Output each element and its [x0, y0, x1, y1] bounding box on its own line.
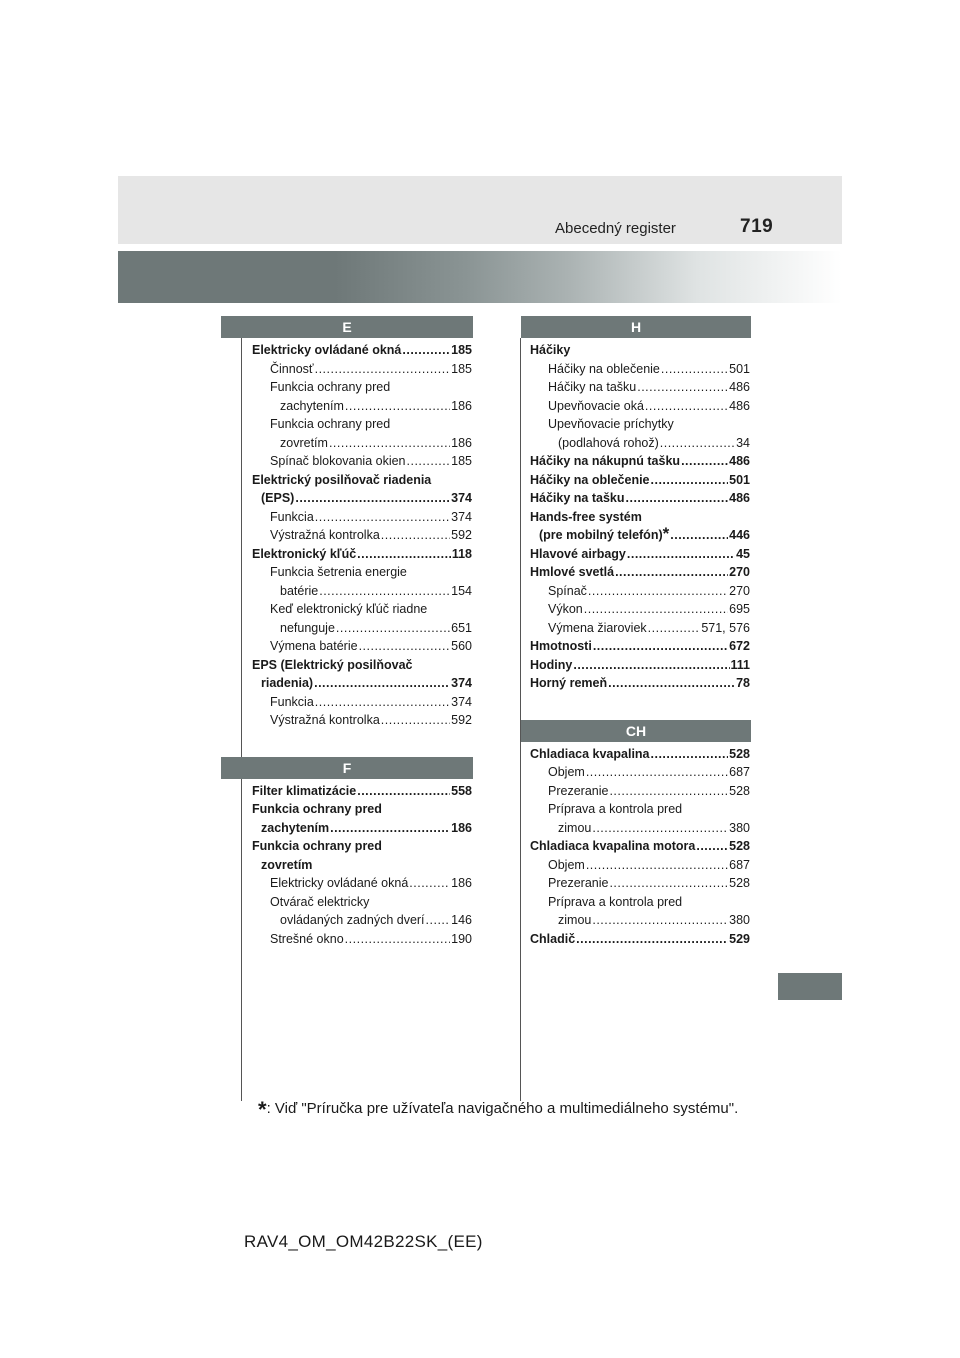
index-entry-text: (pre mobilný telefón) — [539, 528, 663, 542]
section-gap — [252, 730, 472, 757]
index-entry — [252, 837, 472, 856]
index-entry-page: 118 — [451, 546, 472, 561]
index-entry-text: (podlahová rohož) — [558, 435, 659, 450]
index-entry-page: 558 — [451, 783, 472, 798]
index-entry-page: 185 — [451, 454, 472, 468]
index-entry-text: zovretím — [280, 435, 328, 450]
index-entry-text: (EPS) — [261, 491, 295, 505]
leader-dots — [576, 930, 728, 949]
index-entry-text: ovládaných zadných dverí — [280, 913, 425, 927]
index-entry — [252, 674, 472, 693]
index-entry-text: Spínač — [548, 583, 587, 598]
index-entry-text: Otvárač elektricky — [270, 894, 370, 909]
index-entry — [530, 930, 750, 949]
leader-dots — [626, 489, 729, 508]
leader-dots — [608, 674, 735, 693]
index-entry-text: Výmena batérie — [270, 639, 358, 653]
index-entry-text: Objem — [548, 857, 585, 872]
leader-dots — [586, 763, 728, 782]
index-entry: (pre mobilný telefón) * ..... 446 — [530, 526, 750, 545]
index-entry-text: riadenia) — [261, 676, 314, 690]
index-entry-page: 186 — [451, 435, 472, 450]
index-entry — [530, 397, 750, 416]
index-entry-text: Chladiaca kvapalina — [530, 746, 650, 761]
index-entry — [252, 563, 472, 582]
index-entry-text: zimou — [558, 913, 592, 927]
index-entry-text: Hodiny — [530, 657, 573, 672]
index-entry-text: zachytením — [280, 398, 344, 413]
leader-dots — [586, 856, 728, 875]
index-entry — [252, 819, 472, 838]
index-entry-page: 154 — [451, 583, 472, 598]
index-entry-page: 687 — [729, 765, 750, 779]
index-entry-text: Funkcia šetrenia energie — [270, 565, 407, 579]
column-divider-left — [241, 338, 242, 1101]
leader-dots — [295, 489, 450, 508]
index-entry — [530, 874, 750, 893]
index-entry — [530, 911, 750, 930]
index-entry — [530, 837, 750, 856]
index-entry-text: EPS (Elektrický posilňovač — [252, 657, 413, 672]
leader-dots — [381, 711, 450, 730]
index-entry-text: zovretím — [261, 857, 313, 872]
index-entry — [252, 360, 472, 379]
index-entry-text: Objem — [548, 765, 585, 779]
leader-dots — [609, 782, 728, 801]
footnote-marker: * — [258, 1097, 267, 1122]
leader-dots — [670, 526, 728, 545]
index-entry — [530, 508, 750, 527]
index-entry — [530, 674, 750, 693]
index-entry-page: 374 — [451, 694, 472, 709]
index-entry-text: Príprava a kontrola pred — [548, 894, 683, 909]
index-entry-text: Výstražná kontrolka — [270, 528, 380, 542]
index-entry-text: batérie — [280, 583, 319, 598]
leader-dots — [651, 745, 729, 764]
index-entry-text: Funkcia ochrany pred — [270, 380, 391, 394]
index-entry-page: 486 — [729, 398, 750, 413]
leader-dots — [330, 819, 450, 838]
index-entry — [530, 471, 750, 490]
index-entry — [530, 856, 750, 875]
index-entry — [530, 619, 750, 638]
index-entry-text: Háčiky na tašku — [530, 491, 625, 505]
index-entry-page: 374 — [451, 676, 472, 690]
index-entry — [530, 782, 750, 801]
leader-dots — [315, 360, 451, 379]
index-entry — [530, 893, 750, 912]
leader-dots — [357, 782, 450, 801]
index-entry-text: Elektronický kľúč — [252, 546, 357, 561]
index-entry — [530, 545, 750, 564]
index-entry — [252, 526, 472, 545]
index-entry-text: Háčiky na nákupnú tašku — [530, 454, 681, 468]
document-code: RAV4_OM_OM42B22SK_(EE) — [244, 1232, 483, 1251]
index-entry-text: Filter klimatizácie — [252, 783, 357, 798]
index-entry — [252, 911, 472, 930]
index-entry-text: zachytením — [261, 820, 330, 835]
index-entry-page: 374 — [451, 491, 472, 505]
leader-dots — [645, 397, 728, 416]
header-band — [118, 176, 842, 244]
section-header-f: F — [221, 757, 473, 779]
leader-dots — [315, 508, 450, 527]
index-entry-page: 270 — [729, 565, 750, 579]
index-entry — [252, 489, 472, 508]
index-entry — [252, 693, 472, 712]
index-entry-text: Upevňovacie oká — [548, 398, 644, 413]
index-entry — [252, 378, 472, 397]
index-entry-page: 528 — [729, 783, 750, 798]
index-entry-text: Háčiky — [530, 343, 571, 357]
leader-dots — [593, 637, 728, 656]
leader-dots — [592, 911, 728, 930]
index-entry-text: Háčiky na tašku — [548, 380, 637, 394]
section-gap — [530, 693, 750, 720]
leader-dots — [681, 452, 728, 471]
index-entry-page: 486 — [729, 491, 750, 505]
leader-dots — [357, 545, 451, 564]
leader-dots — [359, 637, 451, 656]
leader-dots — [315, 693, 450, 712]
index-entry — [252, 800, 472, 819]
index-entry-page: 560 — [451, 639, 472, 653]
index-entry — [530, 582, 750, 601]
index-entry-page: 34 — [736, 435, 750, 450]
index-column-left — [252, 316, 472, 948]
index-entry — [530, 489, 750, 508]
index-entry — [530, 452, 750, 471]
index-entry-text: Funkcia ochrany pred — [270, 417, 391, 431]
index-entry-page: 501 — [729, 361, 750, 376]
index-entry-page: 190 — [451, 931, 472, 946]
index-column-right — [530, 316, 750, 948]
index-entry — [530, 434, 750, 453]
index-entry-text: Funkcia — [270, 509, 314, 524]
index-entry — [252, 637, 472, 656]
index-entry — [252, 782, 472, 801]
index-entry-text: Činnosť — [270, 361, 314, 376]
leader-dots — [381, 526, 450, 545]
index-entry-page: 687 — [729, 857, 750, 872]
index-entry-text: Funkcia ochrany pred — [252, 839, 382, 853]
index-entry-page: 185 — [451, 361, 472, 376]
index-entry-page: 529 — [729, 931, 750, 946]
leader-dots — [329, 434, 450, 453]
index-entry-page: 446 — [729, 528, 750, 542]
index-entry — [252, 545, 472, 564]
leader-dots — [651, 471, 729, 490]
index-entry-page: 45 — [736, 546, 750, 561]
index-entry — [530, 360, 750, 379]
index-entry-text: Upevňovacie príchytky — [548, 417, 674, 431]
leader-dots — [345, 397, 450, 416]
index-entry-page: 380 — [729, 820, 750, 835]
index-entry-text: Háčiky na oblečenie — [548, 361, 660, 376]
index-entry — [530, 800, 750, 819]
index-entry-text: Horný remeň — [530, 676, 608, 690]
leader-dots — [588, 582, 728, 601]
index-entry-text: Háčiky na oblečenie — [530, 472, 650, 487]
index-entry-page: 185 — [451, 343, 472, 357]
index-entry-text: Spínač blokovania okien — [270, 454, 406, 468]
index-entry — [530, 341, 750, 360]
leader-dots — [314, 674, 450, 693]
index-entry — [252, 434, 472, 453]
section-header-h: H — [521, 316, 751, 338]
leader-dots — [660, 434, 735, 453]
chapter-tab — [778, 973, 842, 1000]
index-entry-page: 186 — [451, 398, 472, 413]
index-entry-page: 486 — [729, 454, 750, 468]
index-entry-page: 592 — [451, 713, 472, 727]
index-entry — [530, 763, 750, 782]
index-entry-text: Chladiaca kvapalina motora — [530, 839, 696, 853]
index-entry-page: 695 — [729, 602, 750, 616]
section-header-e: E — [221, 316, 473, 338]
index-entry-text: Prezeranie — [548, 876, 609, 890]
index-entry-text: Funkcia — [270, 694, 314, 709]
index-entry-text: Prezeranie — [548, 783, 609, 798]
leader-dots — [637, 378, 728, 397]
index-entry-page: 528 — [729, 746, 750, 761]
index-entry-page: 380 — [729, 913, 750, 927]
index-entry — [252, 415, 472, 434]
index-entry — [252, 600, 472, 619]
index-entry-text: Výstražná kontrolka — [270, 713, 380, 727]
index-entry — [252, 471, 472, 490]
leader-dots — [402, 341, 450, 360]
leader-dots — [648, 619, 701, 638]
index-entry — [530, 378, 750, 397]
index-entry-text: Strešné okno — [270, 931, 344, 946]
leader-dots — [573, 656, 729, 675]
index-entry-text: Elektricky ovládané okná — [270, 876, 409, 890]
page-number: 719 — [740, 216, 774, 237]
leader-dots — [696, 837, 728, 856]
section-title: Abecedný register — [555, 220, 676, 237]
index-entry-text: Hmotnosti — [530, 639, 592, 653]
index-entry-text: Výmena žiaroviek — [548, 620, 647, 635]
index-entry-page: 501 — [729, 472, 750, 487]
index-entry-page: 651 — [451, 620, 472, 635]
leader-dots — [627, 545, 735, 564]
index-entry — [530, 637, 750, 656]
index-entry — [530, 819, 750, 838]
index-entry — [252, 452, 472, 471]
index-entry — [252, 711, 472, 730]
index-entry-page: 186 — [451, 876, 472, 890]
index-entry-page: 78 — [736, 676, 750, 690]
index-entry-page: 111 — [730, 657, 750, 672]
leader-dots — [609, 874, 728, 893]
leader-dots — [345, 930, 450, 949]
index-entry-text: nefunguje — [280, 620, 335, 635]
index-entry-page: 672 — [729, 639, 750, 653]
index-entry — [252, 656, 472, 675]
index-entry — [530, 656, 750, 675]
leader-dots — [319, 582, 450, 601]
leader-dots — [584, 600, 728, 619]
index-entry — [530, 563, 750, 582]
index-entry — [530, 600, 750, 619]
index-entry-page: 146 — [451, 913, 472, 927]
index-entry-text: Hmlové svetlá — [530, 565, 615, 579]
index-entry — [252, 874, 472, 893]
index-entry-text: Príprava a kontrola pred — [548, 802, 683, 816]
leader-dots — [615, 563, 728, 582]
index-entry-text: Elektrický posilňovač riadenia — [252, 472, 432, 487]
index-entry-text: Funkcia ochrany pred — [252, 802, 382, 816]
index-entry — [252, 341, 472, 360]
leader-dots — [407, 452, 451, 471]
index-entry — [252, 856, 472, 875]
footnote — [258, 1097, 739, 1126]
index-entry — [530, 745, 750, 764]
leader-dots — [336, 619, 450, 638]
index-entry — [252, 397, 472, 416]
index-entry-text: zimou — [558, 820, 592, 835]
index-entry-text: Výkon — [548, 602, 583, 616]
leader-dots — [661, 360, 728, 379]
section-header-ch: CH — [521, 720, 751, 742]
index-entry — [252, 508, 472, 527]
leader-dots — [592, 819, 728, 838]
index-entry-text: Chladič — [530, 931, 576, 946]
index-entry-page: 592 — [451, 528, 472, 542]
index-entry-page: 571, 576 — [701, 620, 750, 635]
index-entry-text: Hlavové airbagy — [530, 546, 626, 561]
index-entry-page: 270 — [729, 583, 750, 598]
index-entry-page: 528 — [729, 876, 750, 890]
index-entry-text: Elektricky ovládané okná — [252, 343, 402, 357]
leader-dots — [409, 874, 450, 893]
index-entry — [252, 930, 472, 949]
index-entry — [252, 893, 472, 912]
index-entry-page: 528 — [729, 839, 750, 853]
leader-dots — [426, 911, 451, 930]
index-entry — [252, 582, 472, 601]
index-entry-page: 186 — [451, 820, 472, 835]
decorative-gradient-bar — [118, 251, 842, 303]
index-entry — [252, 619, 472, 638]
index-entry-text: Keď elektronický kľúč riadne — [270, 602, 428, 616]
index-entry — [530, 415, 750, 434]
footnote-text: : Viď "Príručka pre užívateľa navigačného a multimediálneho systému". — [266, 1100, 739, 1117]
index-entry-text: Hands-free systém — [530, 509, 642, 524]
index-entry-page: 374 — [451, 509, 472, 524]
index-entry-page: 486 — [729, 380, 750, 394]
